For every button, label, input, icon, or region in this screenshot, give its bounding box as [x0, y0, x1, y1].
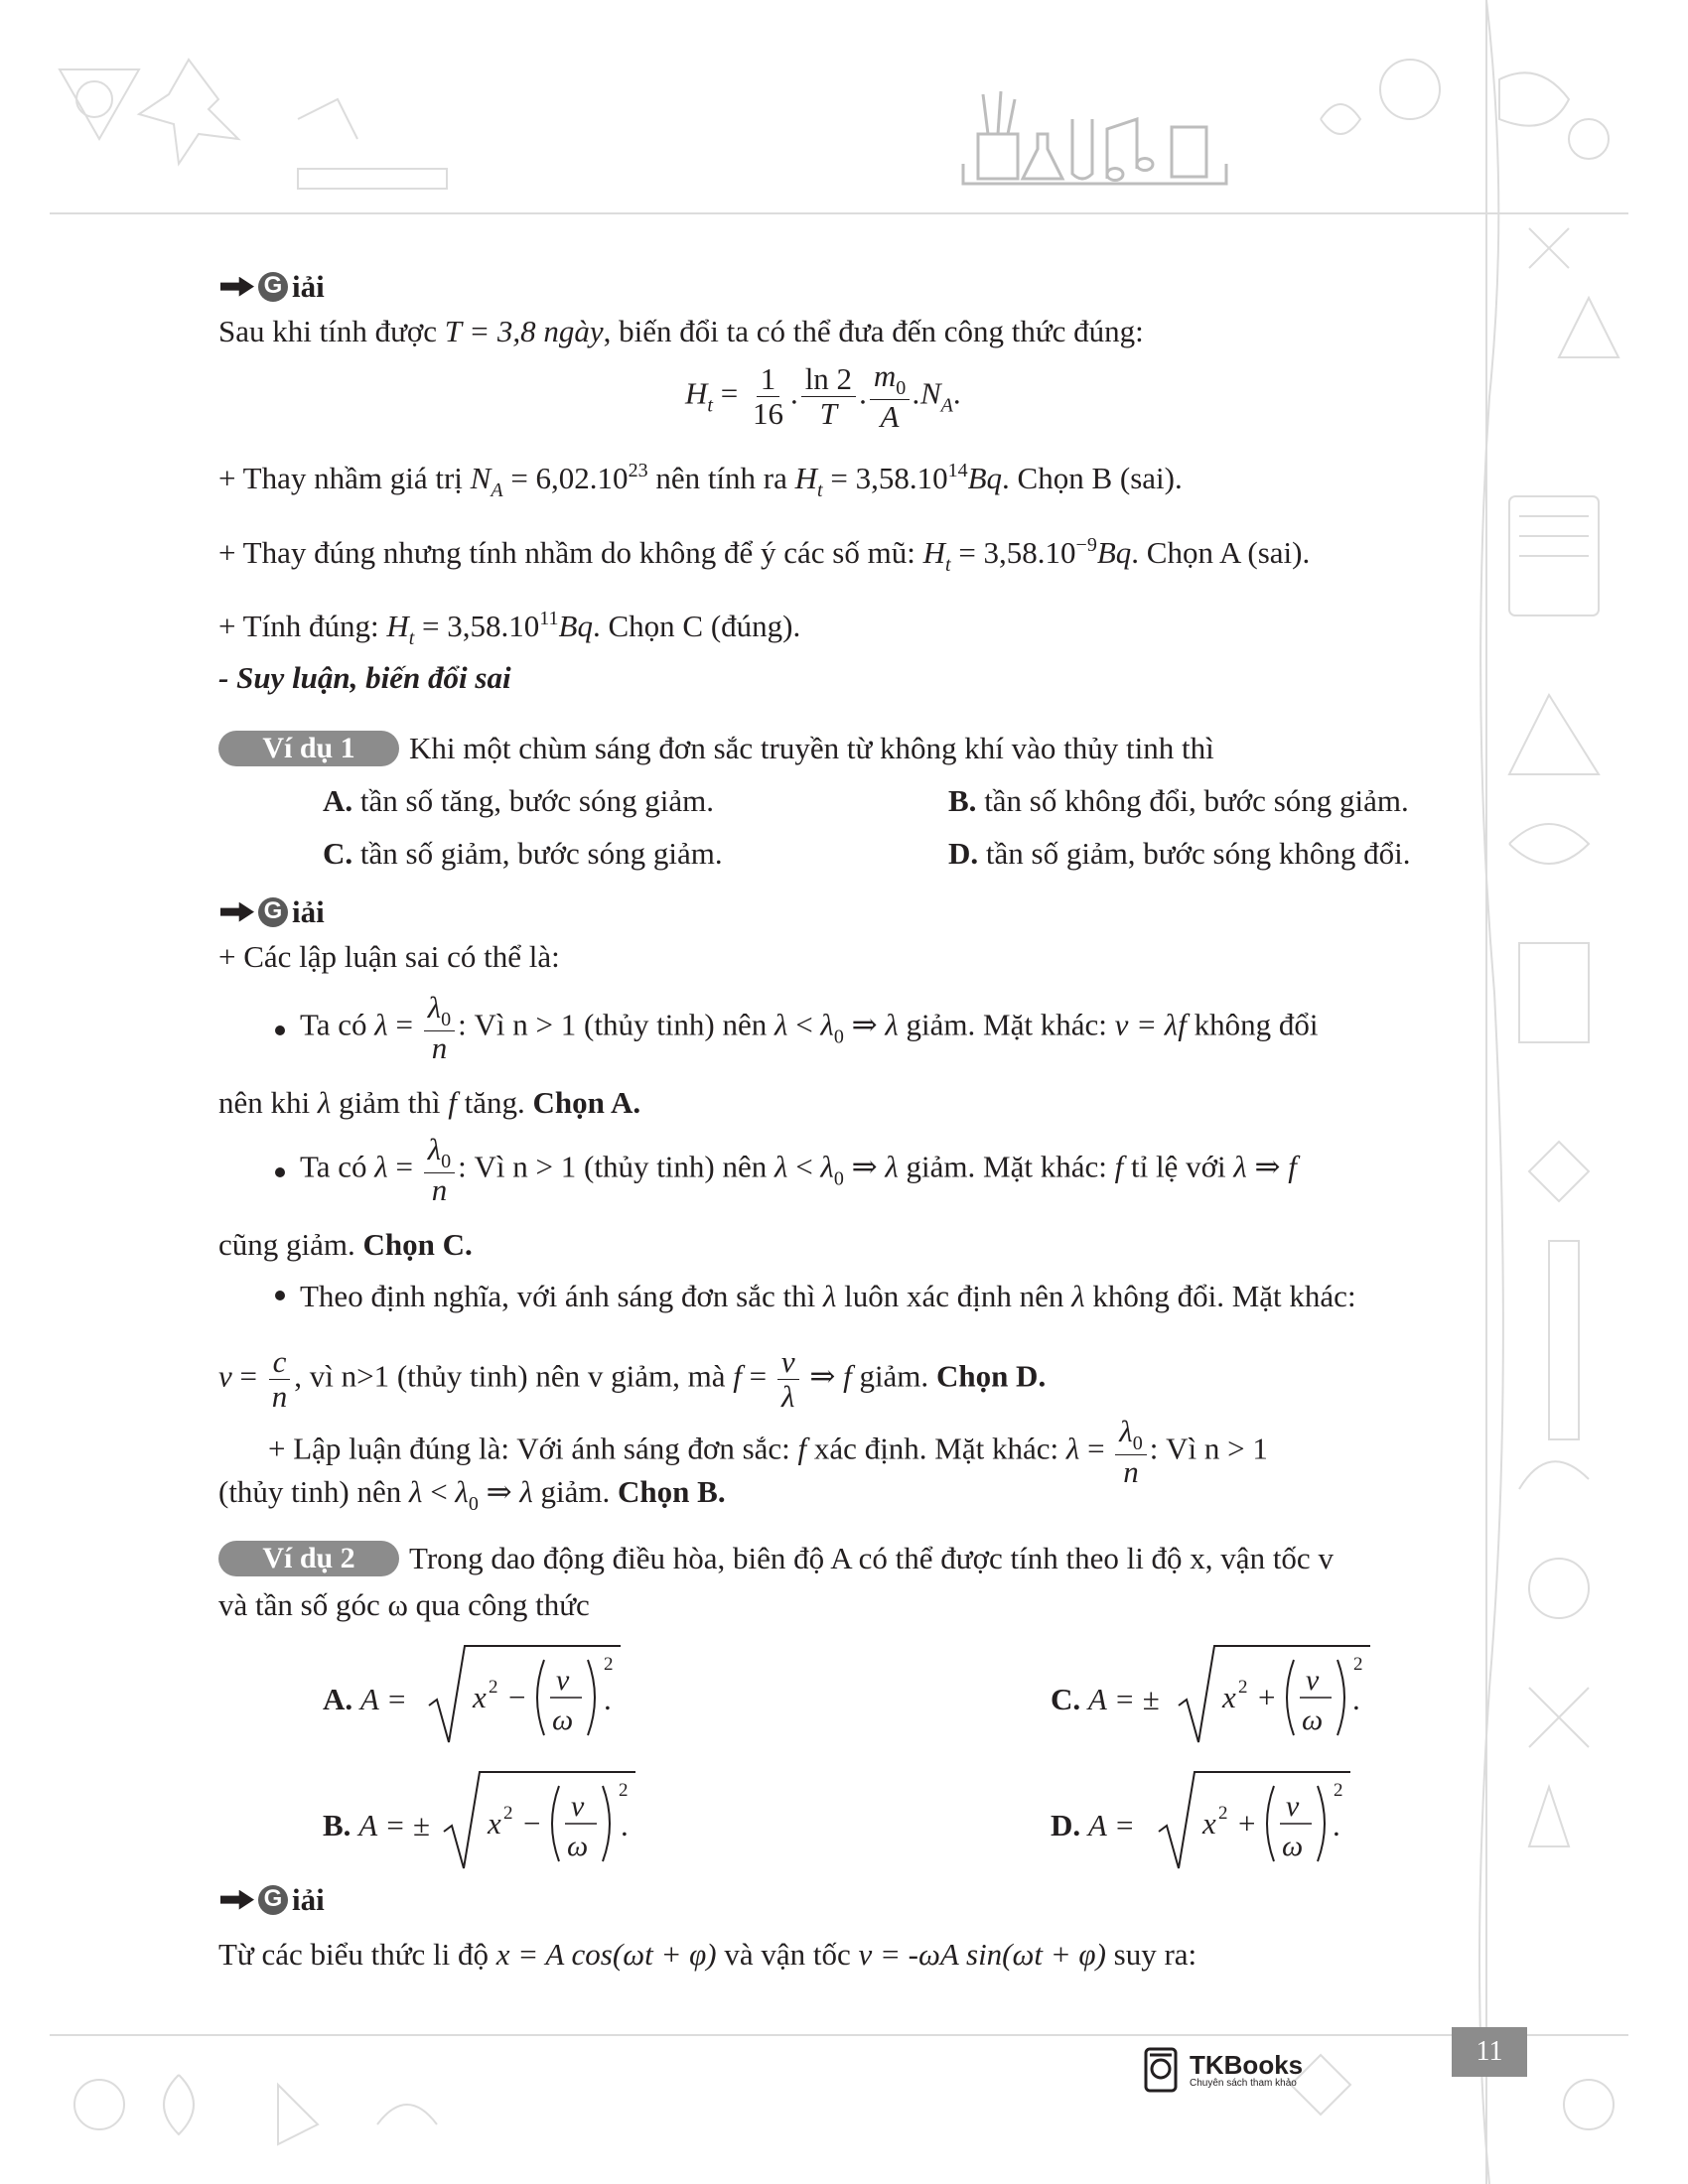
- solution-heading: [220, 893, 325, 930]
- publisher-logo: [1142, 2045, 1303, 2097]
- svg-text:x: x: [473, 1680, 487, 1714]
- svg-text:x: x: [488, 1806, 501, 1841]
- option-c: C. tần số giảm, bước sóng giảm.: [323, 836, 723, 871]
- example-question-line2: và tần số góc ω qua công thức: [218, 1587, 590, 1622]
- option-d-dot: .: [1333, 1808, 1340, 1843]
- option-c-dot: .: [1352, 1682, 1360, 1716]
- svg-text:v: v: [556, 1664, 570, 1697]
- reasoning-bullet-1: Ta có λ = $\frac{\lambda_0}{n}$ : Vì n > 1 (thủy tinh) nên $\lambda < \lambda_0$ ⇒ λ giảm. Mặt khác: v = λf không đổi: [300, 990, 1319, 1065]
- fraction: $\frac{\ln 2}{T}$: [801, 362, 856, 431]
- option-d: D. tần số giảm, bước sóng không đổi.: [948, 836, 1411, 871]
- svg-text:2: 2: [619, 1780, 629, 1801]
- option-b-dot: .: [621, 1808, 629, 1843]
- fraction: $\frac{m_0}{A}$: [870, 359, 910, 434]
- final-derivation: Từ các biểu thức li độ x = A cos(ωt + φ) và vận tốc v = -ωA sin(ωt + φ) suy ra:: [218, 1937, 1197, 1972]
- correct-reasoning-cont: (thủy tinh) nên $\lambda < \lambda_0$ ⇒ λ giảm. Chọn B.: [218, 1474, 726, 1515]
- svg-text:2: 2: [1238, 1677, 1248, 1698]
- option-b: B. tần số không đổi, bước sóng giảm.: [948, 783, 1409, 818]
- option-d: D. A =: [1051, 1808, 1135, 1843]
- sqrt-expression: [427, 1638, 631, 1752]
- bullet-icon: [275, 1025, 285, 1035]
- example-question: Khi một chùm sáng đơn sắc truyền từ không khí vào thủy tinh thì: [409, 731, 1214, 765]
- svg-text:2: 2: [604, 1654, 614, 1675]
- svg-text:2: 2: [1218, 1803, 1228, 1824]
- svg-text:v: v: [571, 1790, 585, 1823]
- svg-text:x: x: [1202, 1806, 1216, 1841]
- reasoning-bullet-2: Ta có λ = $\frac{\lambda_0}{n}$ : Vì n > 1 (thủy tinh) nên $\lambda < \lambda_0$ ⇒ λ giảm. Mặt khác: f tỉ lệ với λ ⇒ f: [300, 1132, 1297, 1207]
- bullet-icon: [275, 1291, 285, 1300]
- g-circle-icon: G: [258, 1885, 288, 1915]
- arrow-marker-icon: [220, 902, 254, 922]
- svg-text:−: −: [508, 1680, 526, 1714]
- arrow-marker-icon: [220, 1890, 254, 1910]
- g-circle-icon: G: [258, 897, 288, 927]
- brand-name: TKBooks: [1190, 2050, 1304, 2080]
- svg-text:v: v: [1306, 1664, 1320, 1697]
- example-question-line1: Trong dao động điều hòa, biên độ A có thể được tính theo li độ x, vận tốc v: [409, 1541, 1334, 1575]
- reasoning-intro: + Các lập luận sai có thể là:: [218, 939, 560, 974]
- svg-text:ω: ω: [552, 1704, 574, 1736]
- solution-heading: [220, 268, 325, 305]
- solution-label: iải: [292, 1882, 325, 1917]
- example-badge: Ví dụ 2: [218, 1541, 399, 1576]
- decay-formula: $H_t$ = $\frac{1}{16}$ . $\frac{\ln 2}{T}$ . $\frac{m_0}{A}$ $.N_A$.: [685, 358, 961, 434]
- bullet-icon: [275, 1167, 285, 1177]
- svg-text:+: +: [1258, 1680, 1276, 1714]
- fraction: $\frac{1}{16}$: [752, 360, 783, 432]
- svg-text:−: −: [523, 1806, 541, 1841]
- svg-text:2: 2: [1334, 1780, 1343, 1801]
- svg-text:ω: ω: [1302, 1704, 1324, 1736]
- wrong-case-1: + Thay nhầm giá trị $N_A = 6,02.10^{23}$ nên tính ra $H_t = 3,58.10^{14}Bq$. Chọn B (sai).: [218, 460, 1183, 501]
- svg-text:v: v: [1286, 1790, 1300, 1823]
- option-b: B. A = ±: [323, 1808, 430, 1843]
- solution-intro: Sau khi tính được T = 3,8 ngày, biến đổi ta có thể đưa đến công thức đúng:: [218, 314, 1144, 348]
- svg-text:2: 2: [1353, 1654, 1363, 1675]
- correct-case: + Tính đúng: $H_t = 3,58.10^{11}Bq$. Chọn C (đúng).: [218, 608, 801, 649]
- option-a: A. tần số tăng, bước sóng giảm.: [323, 783, 714, 818]
- svg-text:x: x: [1222, 1680, 1236, 1714]
- svg-text:2: 2: [503, 1803, 513, 1824]
- reasoning-bullet-3-cont: v = $\frac{c}{n}$ , vì n>1 (thủy tinh) nên v giảm, mà f = $\frac{v}{\lambda}$ ⇒ f giảm. Chọn D.: [218, 1344, 1047, 1415]
- brand-tagline: Chuyên sách tham khảo: [1190, 2078, 1297, 2089]
- correct-reasoning: + Lập luận đúng là: Với ánh sáng đơn sắc: f xác định. Mặt khác: λ = $\frac{\lambda_0}{n}$ : Vì n > 1: [268, 1414, 1268, 1489]
- reasoning-bullet-3: Theo định nghĩa, với ánh sáng đơn sắc thì λ luôn xác định nên λ không đổi. Mặt khác:: [300, 1279, 1356, 1313]
- reasoning-bullet-2-cont: cũng giảm. Chọn C.: [218, 1227, 473, 1262]
- svg-text:2: 2: [489, 1677, 498, 1698]
- option-c: C. A = ±: [1051, 1682, 1160, 1716]
- solution-label: iải: [292, 269, 325, 304]
- option-a: A. A =: [323, 1682, 407, 1716]
- section-heading: - Suy luận, biến đổi sai: [218, 660, 511, 695]
- svg-text:ω: ω: [567, 1830, 589, 1862]
- solution-heading: [220, 1881, 325, 1918]
- reasoning-bullet-1-cont: nên khi λ giảm thì f tăng. Chọn A.: [218, 1085, 641, 1120]
- wrong-case-2: + Thay đúng nhưng tính nhầm do không để ý các số mũ: $H_t = 3,58.10^{-9}Bq$. Chọn A (sai).: [218, 534, 1311, 576]
- solution-label: iải: [292, 894, 325, 929]
- sqrt-expression: [1177, 1638, 1380, 1752]
- sqrt-expression: [1157, 1764, 1360, 1878]
- sqrt-expression: [442, 1764, 645, 1878]
- example-badge: Ví dụ 1: [218, 731, 399, 766]
- arrow-marker-icon: [220, 277, 254, 297]
- page-number: 11: [1452, 2027, 1527, 2077]
- svg-text:+: +: [1238, 1806, 1256, 1841]
- option-a-dot: .: [604, 1682, 612, 1716]
- g-circle-icon: G: [258, 272, 288, 302]
- book-logo-icon: [1142, 2045, 1182, 2097]
- svg-text:ω: ω: [1282, 1830, 1304, 1862]
